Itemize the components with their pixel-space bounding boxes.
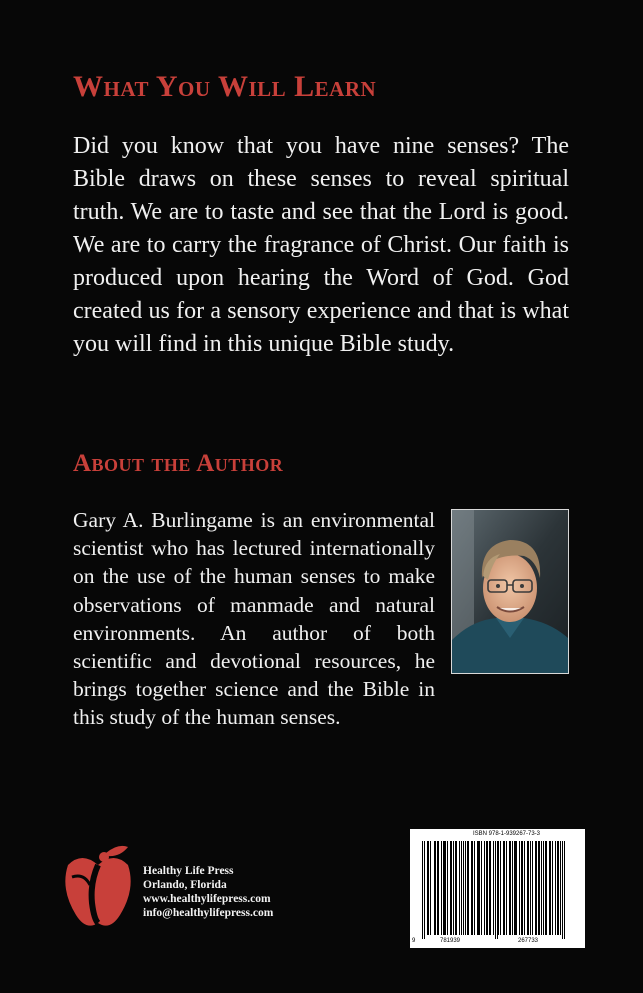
barcode-bars-icon xyxy=(422,841,573,939)
barcode-digit-first: 9 xyxy=(412,938,416,944)
about-heading: About the Author xyxy=(73,450,284,477)
publisher-city: Orlando, Florida xyxy=(143,879,227,891)
author-bio: Gary A. Burlingame is an environmental scientist who has lectured internationally on the use of the human senses to make observations of manmade and natural environments. An author of both scientific and devotional resources, he brings together science and the Bible in this study of the human senses. xyxy=(73,508,435,730)
barcode-digits-left: 781939 xyxy=(440,938,461,944)
author-portrait-icon xyxy=(452,510,568,673)
publisher-website: www.healthylifepress.com xyxy=(143,893,271,905)
isbn-barcode xyxy=(410,829,585,948)
publisher-email: info@healthylifepress.com xyxy=(143,907,274,919)
learn-heading: What You Will Learn xyxy=(73,70,377,103)
publisher-info xyxy=(143,864,273,920)
isbn-label: ISBN 978-1-939267-73-3 xyxy=(472,831,541,837)
apple-person-logo-icon xyxy=(62,843,134,933)
barcode-digits-right: 267733 xyxy=(518,938,539,944)
author-photo xyxy=(451,509,569,674)
publisher-name: Healthy Life Press xyxy=(143,865,234,877)
learn-description: Did you know that you have nine senses? The Bible draws on these senses to reveal spiritual truth. We are to taste and see that the Lord is good. We are to carry the fragrance of Christ. Our faith is produced upon hearing the Word of God. God created us for a sensory experience and that is what you will find in this unique Bible study. xyxy=(73,133,569,357)
